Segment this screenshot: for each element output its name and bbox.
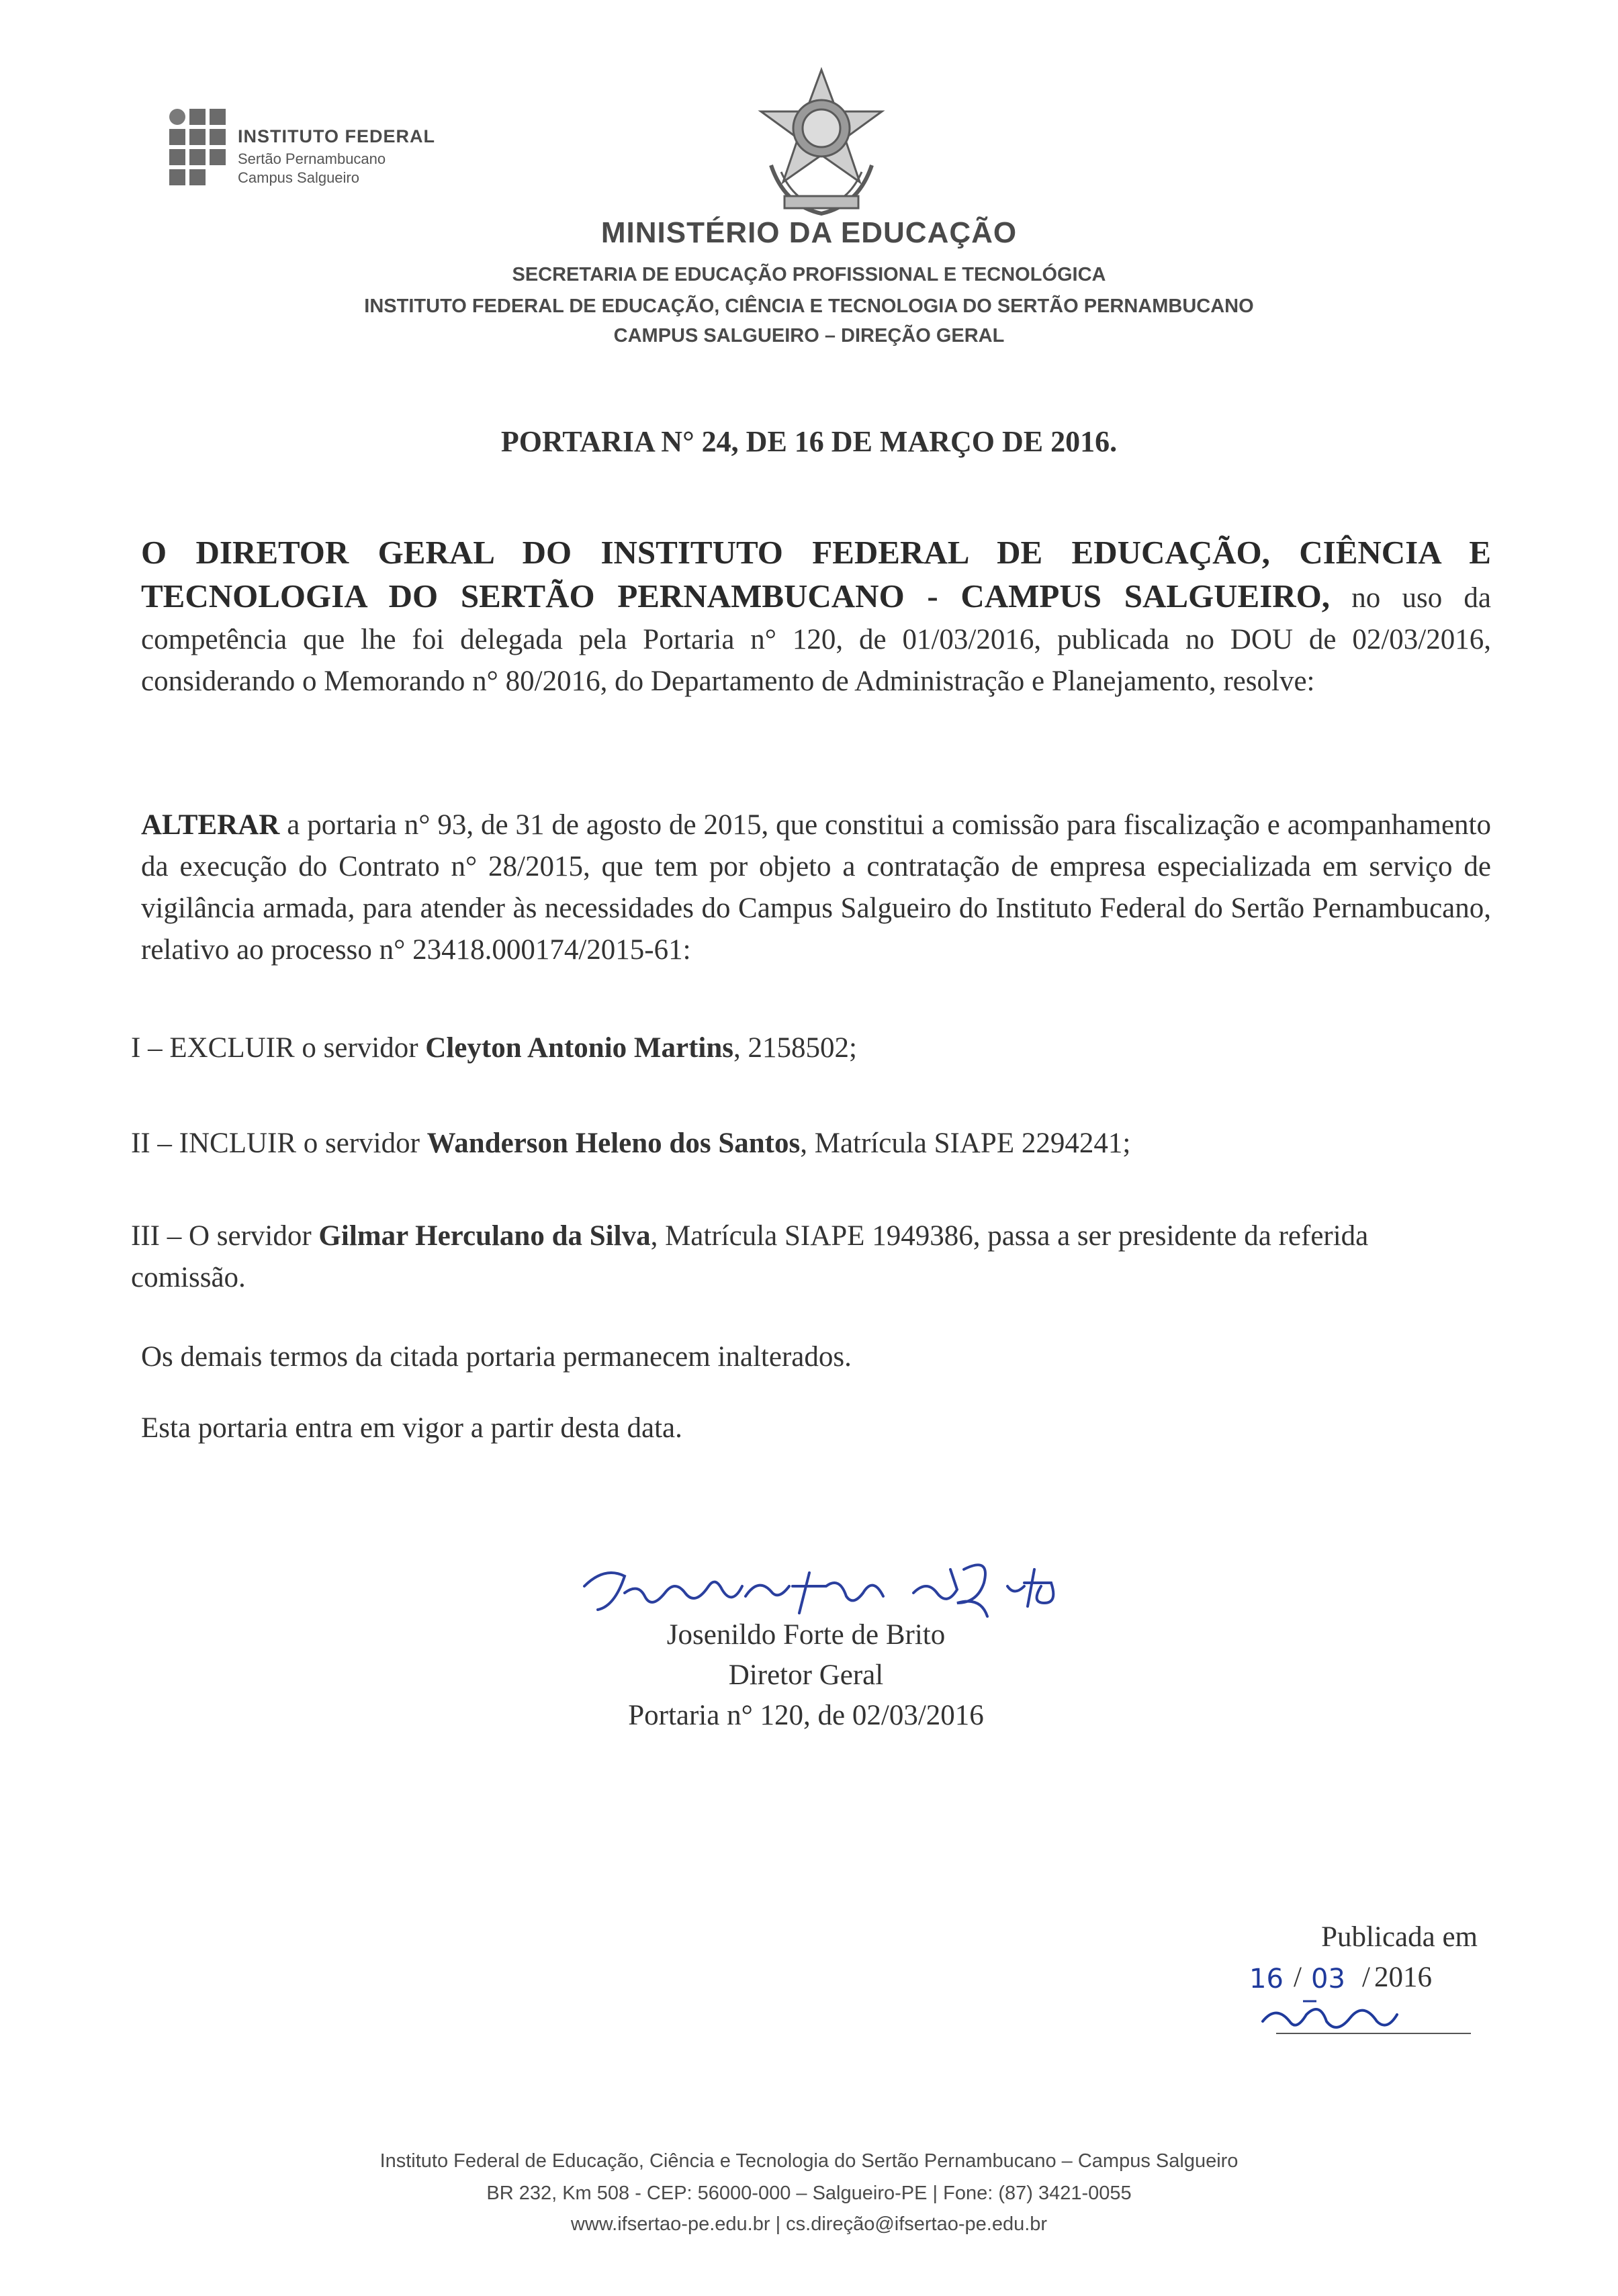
item-prefix: II – INCLUIR o servidor (131, 1128, 427, 1159)
if-logo (169, 106, 465, 193)
if-logo-subtitle: Sertão Pernambucano (238, 150, 386, 167)
date-separator: / (1362, 1962, 1370, 1993)
closing-terms: Os demais termos da citada portaria permanecem inalterados. (141, 1341, 852, 1373)
publication-month: 03 (1311, 1964, 1345, 1994)
alterar-paragraph (141, 805, 1491, 971)
portaria-title: PORTARIA N° 24, DE 16 DE MARÇO DE 2016. (500, 425, 1118, 458)
item-servant-name: Cleyton Antonio Martins (425, 1032, 733, 1064)
signatory-role: Diretor Geral (728, 1659, 884, 1691)
item-prefix: III – O servidor (131, 1220, 319, 1252)
item-include (131, 1123, 1488, 1164)
preamble-paragraph (141, 532, 1491, 702)
preamble-text: no uso da competência que lhe foi delegada pela Portaria n° 120, de 01/03/2016, publicada no DOU de 02/03/2016, considerando o Memorando n° 80/2016, do Departamento de Administração e Planejamento, resolve: (141, 582, 1491, 697)
item-president (131, 1215, 1488, 1299)
footer-address: BR 232, Km 508 - CEP: 56000-000 – Salgueiro-PE | Fone: (87) 3421-0055 (486, 2183, 1132, 2204)
publication-label: Publicada em (1321, 1921, 1478, 1953)
ministry-heading: MINISTÉRIO DA EDUCAÇÃO (600, 216, 1018, 249)
preamble-bold: O DIRETOR GERAL DO INSTITUTO FEDERAL DE EDUCAÇÃO, CIÊNCIA E TECNOLOGIA DO SERTÃO PERNAMBUCANO - CAMPUS SALGUEIRO, (141, 534, 1491, 614)
item-exclude (131, 1027, 1488, 1069)
publication-initials (1236, 1994, 1478, 2041)
publication-day: 16 (1249, 1964, 1284, 1994)
if-logo-name: INSTITUTO FEDERAL (238, 126, 436, 146)
instituto-heading: INSTITUTO FEDERAL DE EDUCAÇÃO, CIÊNCIA E TECNOLOGIA DO SERTÃO PERNAMBUCANO (364, 295, 1254, 317)
item-servant-name: Wanderson Heleno dos Santos (426, 1128, 801, 1159)
secretaria-heading: SECRETARIA DE EDUCAÇÃO PROFISSIONAL E TECNOLÓGICA (512, 264, 1106, 285)
campus-heading: CAMPUS SALGUEIRO – DIREÇÃO GERAL (613, 325, 1005, 347)
footer-institution: Instituto Federal de Educação, Ciência e Tecnologia do Sertão Pernambucano – Campus Salgueiro (379, 2150, 1239, 2172)
handwritten-signature (578, 1546, 1061, 1626)
alterar-text: a portaria n° 93, de 31 de agosto de 2015, que constitui a comissão para fiscalização e acompanhamento da execução do Contrato n° 28/2015, que tem por objeto a contratação de empresa especializada em serviço de vigilância armada, para atender às necessidades do Campus Salgueiro do Instituto Federal do Sertão Pernambucano, relativo ao processo n° 23418.000174/2015-61: (141, 809, 1491, 966)
signatory-portaria: Portaria n° 120, de 02/03/2016 (628, 1700, 984, 1731)
if-logo-campus: Campus Salgueiro (238, 169, 359, 186)
footer-contacts: www.ifsertao-pe.edu.br | cs.direção@ifsertao-pe.edu.br (570, 2213, 1048, 2235)
item-prefix: I – EXCLUIR o servidor (131, 1032, 426, 1064)
item-suffix: , Matrícula SIAPE 1949386, passa a ser presidente da referida comissão. (131, 1220, 1369, 1293)
item-servant-name: Gilmar Herculano da Silva (318, 1220, 651, 1252)
signatory-name: Josenildo Forte de Brito (666, 1619, 946, 1651)
publication-year: 2016 (1374, 1962, 1432, 1993)
date-separator: / (1294, 1962, 1302, 1993)
brazil-coat-of-arms-icon (744, 64, 899, 226)
item-suffix: , Matrícula SIAPE 2294241; (800, 1128, 1131, 1159)
item-suffix: , 2158502; (733, 1032, 857, 1064)
alterar-bold: ALTERAR (141, 809, 280, 841)
closing-effect: Esta portaria entra em vigor a partir desta data. (141, 1412, 682, 1444)
